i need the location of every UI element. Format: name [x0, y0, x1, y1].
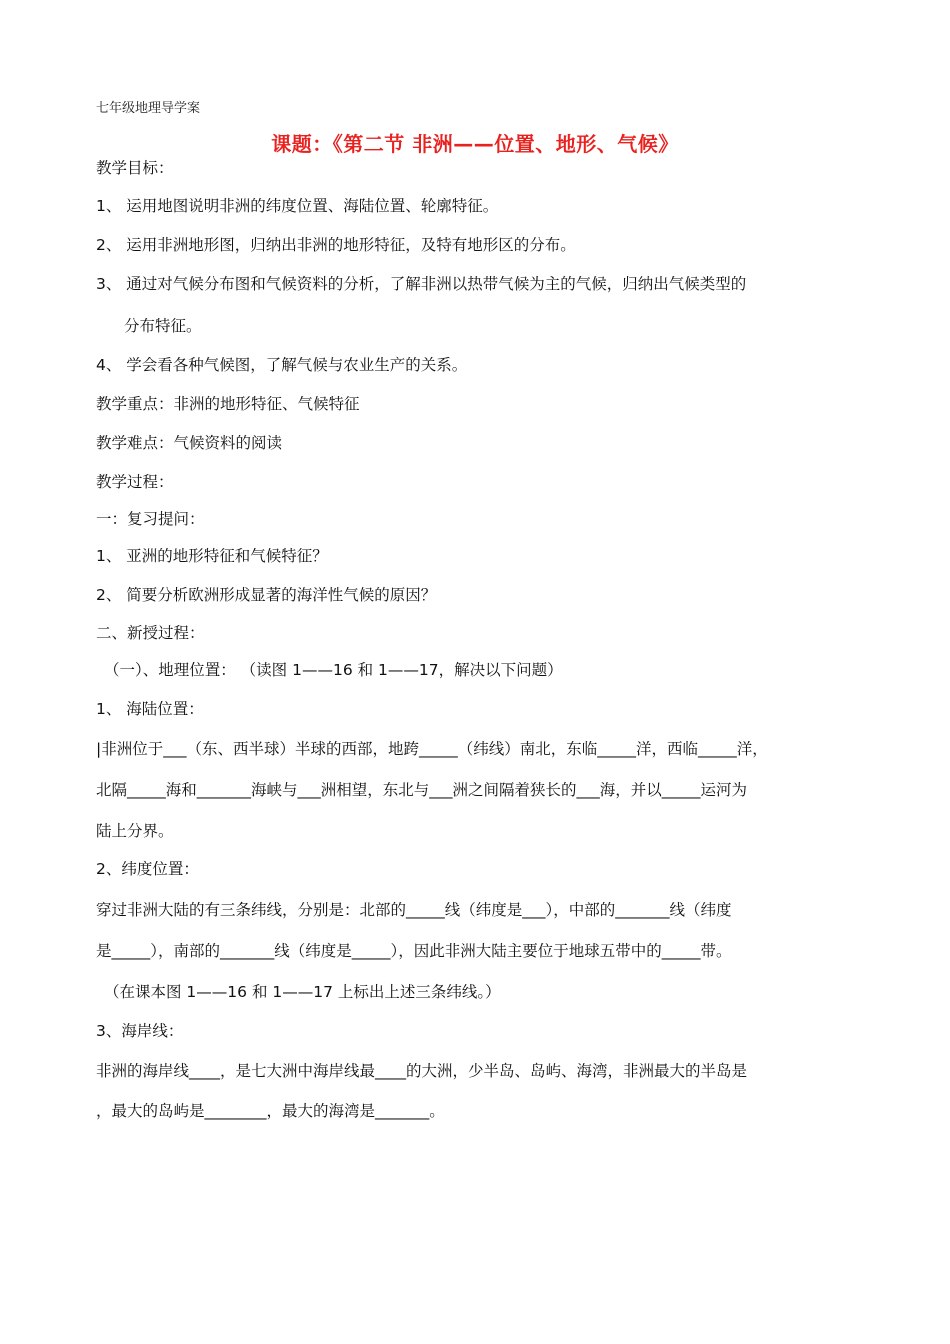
latitude-line-2: 是_____），南部的_______线（纬度是_____），因此非洲大陆主要位于地球五带中的_____带。 [96, 942, 732, 960]
geo-location-heading: （一）、地理位置： （读图 1——16 和 1——17，解决以下问题） [104, 661, 563, 679]
review-heading: 一：复习提问： [96, 510, 205, 528]
latitude-note: （在课本图 1——16 和 1——17 上标出上述三条纬线。） [104, 983, 501, 1001]
sea-land-line-2: 北隔_____海和_______海峡与___洲相望，东北与___洲之间隔着狭长的___海，并以_____运河为 [96, 781, 748, 799]
latitude-line-1: 穿过非洲大陆的有三条纬线，分别是：北部的_____线（纬度是___），中部的_______线（纬度 [96, 901, 732, 919]
section-objectives: 教学目标： [96, 159, 174, 177]
objective-3: 3、 通过对气候分布图和气候资料的分析，了解非洲以热带气候为主的气候，归纳出气候类型的 [96, 275, 747, 293]
latitude-heading: 2、纬度位置： [96, 860, 199, 878]
page-title: 课题：《第二节 非洲——位置、地形、气候》 [271, 132, 679, 156]
review-question-1: 1、 亚洲的地形特征和气候特征？ [96, 547, 328, 565]
sea-land-position-heading: 1、 海陆位置： [96, 700, 204, 718]
objective-2: 2、 运用非洲地形图，归纳出非洲的地形特征，及特有地形区的分布。 [96, 236, 576, 254]
section-process: 教学过程： [96, 473, 174, 491]
coastline-line-2: ，最大的岛屿是________，最大的海湾是_______。 [96, 1102, 445, 1120]
objective-1: 1、 运用地图说明非洲的纬度位置、海陆位置、轮廓特征。 [96, 197, 499, 215]
objective-3-cont: 分布特征。 [124, 317, 202, 335]
header-label: 七年级地理导学案 [96, 101, 201, 116]
key-points: 教学重点：非洲的地形特征、气候特征 [96, 395, 360, 413]
coastline-heading: 3、海岸线： [96, 1022, 184, 1040]
sea-land-line-1: |非洲位于___（东、西半球）半球的西部，地跨_____（纬线）南北，东临_____洋，西临_____洋， [96, 740, 768, 758]
sea-land-line-3: 陆上分界。 [96, 822, 174, 840]
new-lesson-heading: 二、新授过程： [96, 624, 205, 642]
difficult-points: 教学难点：气候资料的阅读 [96, 434, 283, 452]
objective-4: 4、 学会看各种气候图，了解气候与农业生产的关系。 [96, 356, 468, 374]
review-question-2: 2、 简要分析欧洲形成显著的海洋性气候的原因？ [96, 586, 437, 604]
coastline-line-1: 非洲的海岸线____，是七大洲中海岸线最____的大洲，少半岛、岛屿、海湾，非洲最大的半岛是 [96, 1062, 748, 1080]
